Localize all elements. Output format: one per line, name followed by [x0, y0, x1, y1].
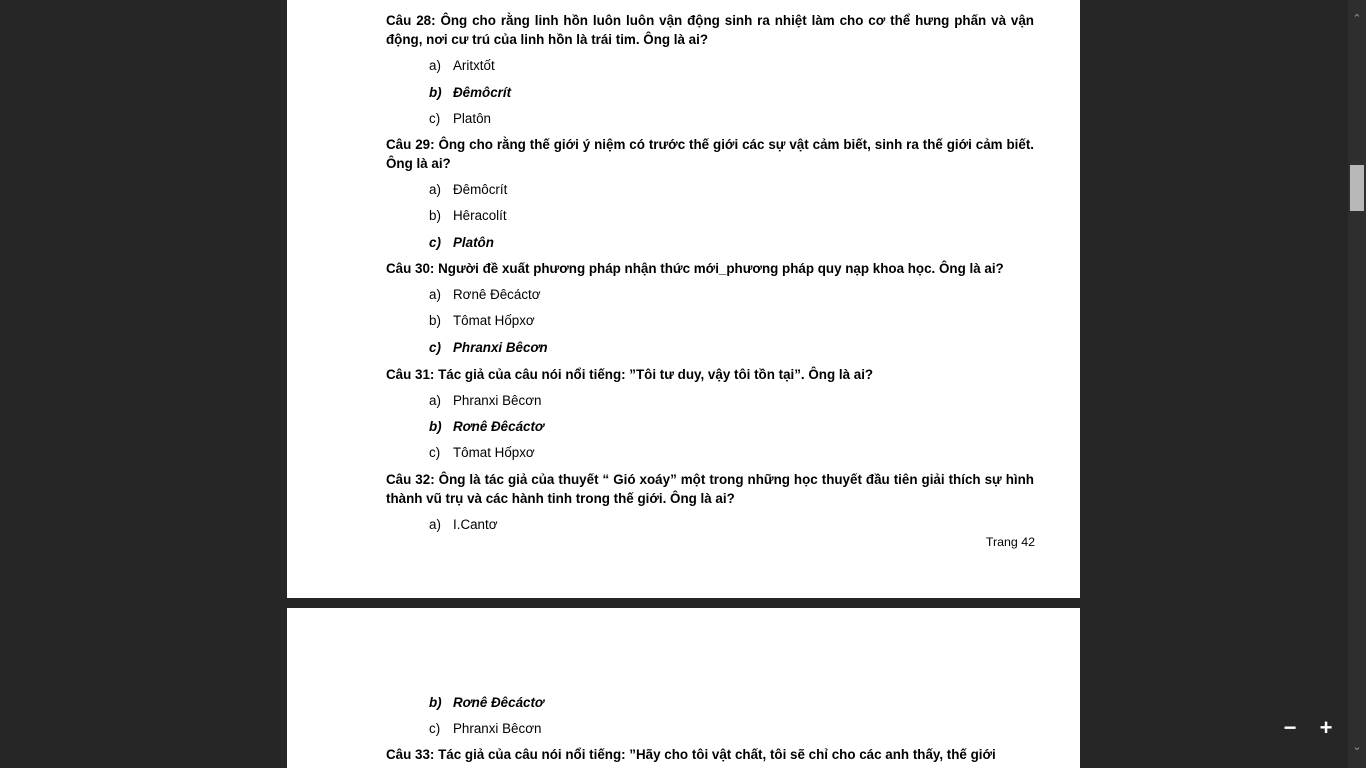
question-33: Câu 33: Tác giả của câu nói nổi tiếng: ”Hãy cho tôi vật chất, tôi sẽ chỉ cho các anh thấy, thế giới	[386, 747, 996, 762]
option-28-a: a) Aritxtốt	[429, 58, 495, 73]
option-28-c: c) Platôn	[429, 111, 491, 126]
vertical-scrollbar[interactable]	[1348, 0, 1366, 768]
option-32-c: c) Phranxi Bêcơn	[429, 721, 542, 736]
question-30: Câu 30: Người đề xuất phương pháp nhận thức mới_phương pháp quy nạp khoa học. Ông là ai?	[386, 261, 1004, 276]
zoom-in-button[interactable]: +	[1319, 715, 1333, 740]
question-31: Câu 31: Tác giả của câu nói nổi tiếng: ”Tôi tư duy, vậy tôi tồn tại”. Ông là ai?	[386, 367, 874, 382]
scroll-thumb[interactable]	[1350, 165, 1364, 211]
scroll-down-icon[interactable]: ⌄	[1352, 741, 1362, 753]
question-28: Câu 28: Ông cho rằng linh hồn luôn luôn vận động sinh ra nhiệt làm cho cơ thể hưng phấn và vận động, nơi cư trú của linh hồn là trái tim. Ông là ai?	[386, 13, 1034, 47]
option-31-c: c) Tômat Hốpxơ	[429, 445, 535, 460]
option-29-a: a) Đêmôcrít	[429, 182, 508, 197]
option-32-b: b) Rơnê Đêcáctơ	[429, 695, 544, 710]
page-footer: Trang 42	[985, 535, 1035, 549]
option-31-a: a) Phranxi Bêcơn	[429, 393, 542, 408]
option-32-a: a) I.Cantơ	[429, 517, 498, 532]
scroll-up-icon[interactable]: ⌃	[1352, 13, 1362, 25]
option-31-b: b) Rơnê Đêcáctơ	[429, 419, 544, 434]
page-42	[287, 0, 1080, 598]
option-29-b: b) Hêracolít	[429, 208, 507, 223]
page-43	[287, 608, 1080, 768]
question-32: Câu 32: Ông là tác giả của thuyết “ Gió xoáy” một trong những học thuyết đầu tiên giải thích sự hình thành vũ trụ và các hành tinh trong thế giới. Ông là ai?	[386, 472, 1034, 506]
option-30-c: c) Phranxi Bêcơn	[429, 340, 548, 355]
option-30-b: b) Tômat Hốpxơ	[429, 313, 535, 328]
option-29-c: c) Platôn	[429, 235, 494, 250]
option-30-a: a) Rơnê Đêcáctơ	[429, 287, 541, 302]
zoom-out-button[interactable]: −	[1283, 715, 1297, 740]
question-29: Câu 29: Ông cho rằng thế giới ý niệm có trước thế giới các sự vật cảm biết, sinh ra thế giới cảm biết. Ông là ai?	[386, 137, 1034, 171]
option-28-b: b) Đêmôcrít	[429, 85, 512, 100]
